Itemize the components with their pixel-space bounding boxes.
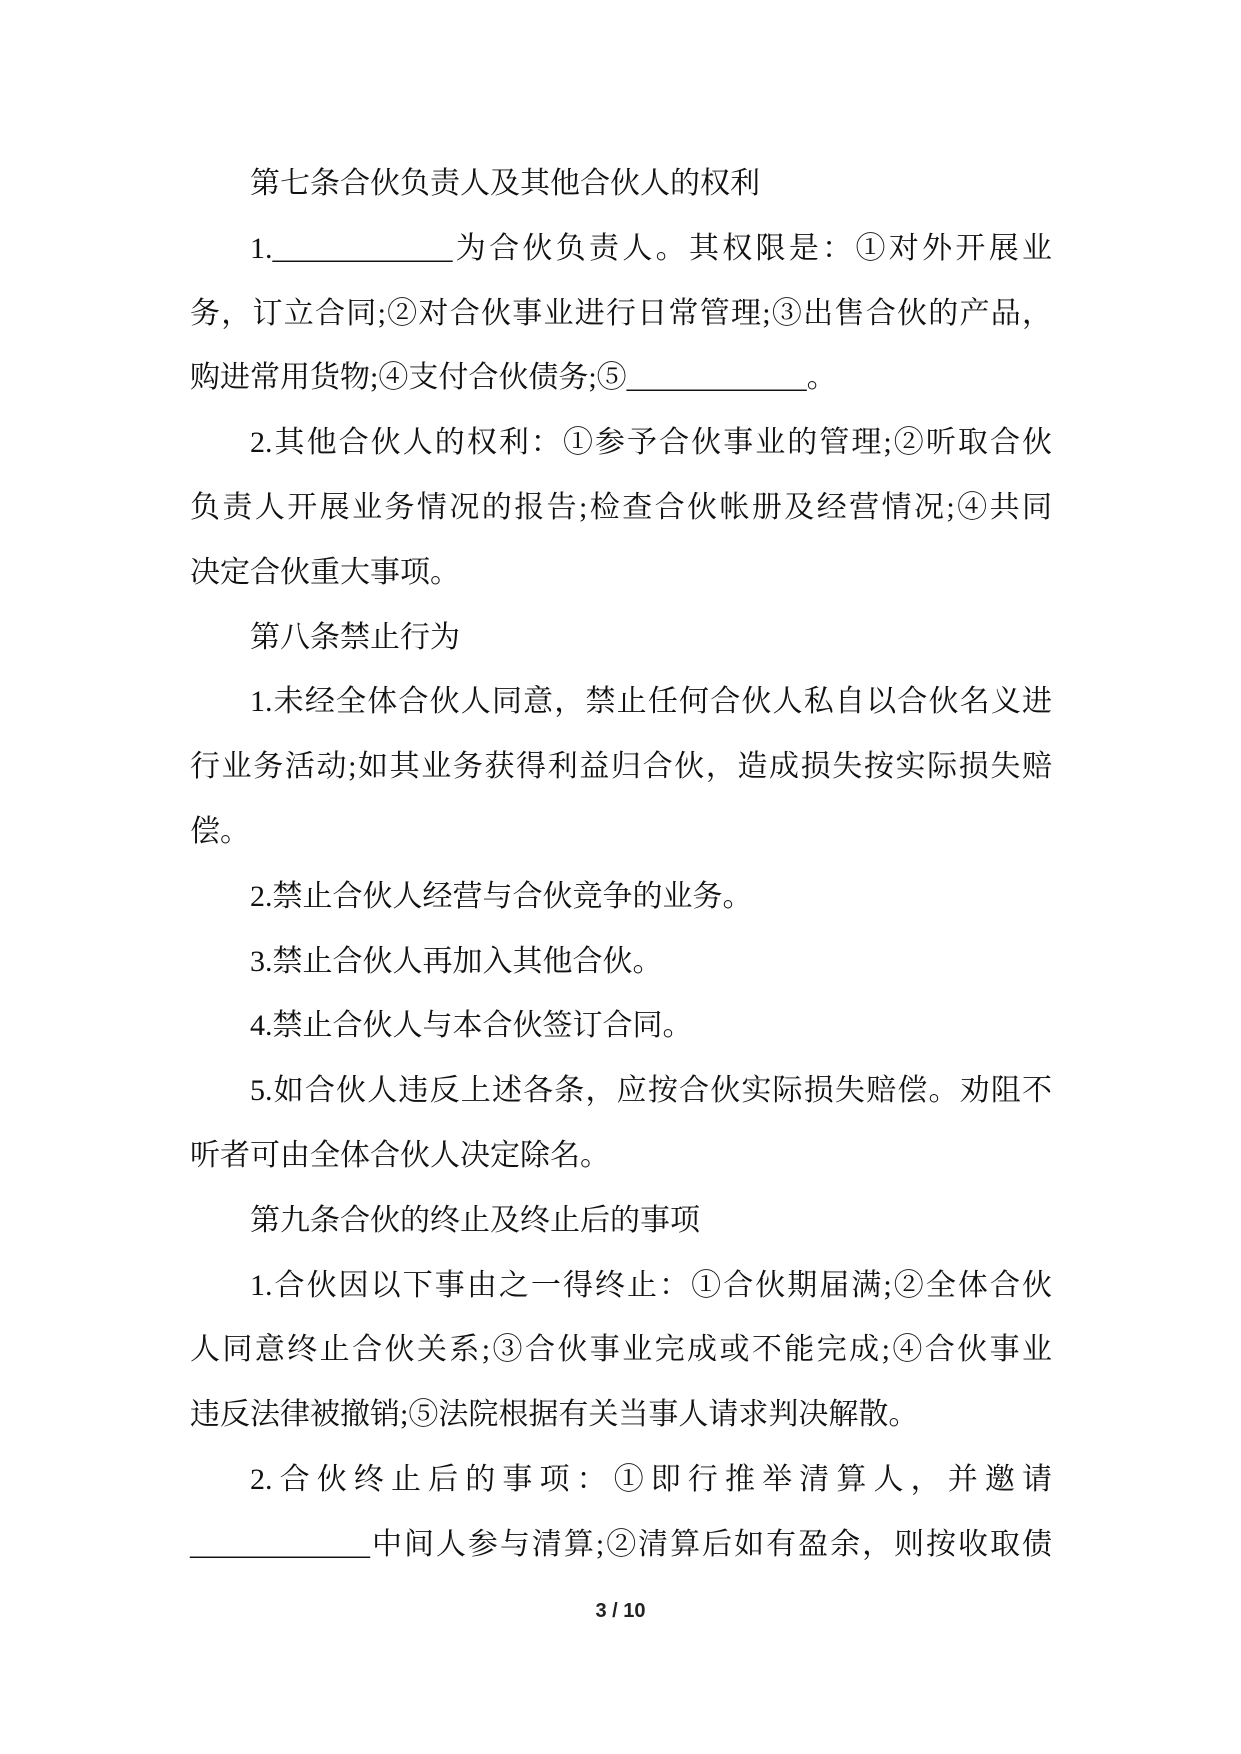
text-line: 偿。 bbox=[190, 814, 250, 848]
clause-paragraph bbox=[190, 411, 1052, 605]
text-line: 务，订立合同;②对合伙事业进行日常管理;③出售合伙的产品， bbox=[190, 296, 1052, 330]
text-line: 2.其他合伙人的权利：①参予合伙事业的管理;②听取合伙 bbox=[250, 426, 1052, 460]
text-line: 2.合伙终止后的事项：①即行推举清算人，并邀请 bbox=[250, 1462, 1052, 1496]
clause-paragraph bbox=[190, 1254, 1052, 1448]
text-line: 违反法律被撤销;⑤法院根据有关当事人请求判决解散。 bbox=[190, 1398, 919, 1432]
text-line: 人同意终止合伙关系;③合伙事业完成或不能完成;④合伙事业 bbox=[190, 1333, 1052, 1367]
text-line: 1.____________为合伙负责人。其权限是：①对外开展业 bbox=[250, 231, 1052, 265]
text-line: 听者可由全体合伙人决定除名。 bbox=[190, 1138, 610, 1172]
text-line: 4.禁止合伙人与本合伙签订合同。 bbox=[250, 1009, 693, 1043]
clause-paragraph bbox=[190, 994, 1052, 1059]
clause-paragraph bbox=[190, 1448, 1052, 1578]
text-line: 行业务活动;如其业务获得利益归合伙，造成损失按实际损失赔 bbox=[190, 750, 1052, 784]
article-heading: 第九条合伙的终止及终止后的事项 bbox=[250, 1203, 700, 1237]
text-line: 3.禁止合伙人再加入其他合伙。 bbox=[250, 944, 663, 978]
article-9 bbox=[190, 1189, 1052, 1578]
text-line: 1.未经全体合伙人同意，禁止任何合伙人私自以合伙名义进 bbox=[250, 685, 1052, 719]
document-body bbox=[190, 152, 1052, 1578]
clause-paragraph bbox=[190, 670, 1052, 864]
clause-paragraph bbox=[190, 217, 1052, 411]
article-heading: 第八条禁止行为 bbox=[250, 620, 460, 654]
clause-paragraph bbox=[190, 930, 1052, 995]
text-line: 2.禁止合伙人经营与合伙竞争的业务。 bbox=[250, 879, 753, 913]
page-number: 3 / 10 bbox=[595, 1600, 646, 1622]
clause-paragraph bbox=[190, 1059, 1052, 1189]
text-line: ____________中间人参与清算;②清算后如有盈余，则按收取债 bbox=[190, 1527, 1052, 1561]
text-line: 5.如合伙人违反上述各条，应按合伙实际损失赔偿。劝阻不 bbox=[250, 1074, 1052, 1108]
text-line: 决定合伙重大事项。 bbox=[190, 555, 460, 589]
text-line: 1.合伙因以下事由之一得终止：①合伙期届满;②全体合伙 bbox=[250, 1268, 1052, 1302]
text-line: 购进常用货物;④支付合伙债务;⑤____________。 bbox=[190, 361, 837, 395]
article-heading: 第七条合伙负责人及其他合伙人的权利 bbox=[250, 167, 760, 200]
clause-paragraph bbox=[190, 865, 1052, 930]
text-line: 负责人开展业务情况的报告;检查合伙帐册及经营情况;④共同 bbox=[190, 490, 1052, 524]
article-7 bbox=[190, 152, 1052, 606]
article-8 bbox=[190, 606, 1052, 1189]
